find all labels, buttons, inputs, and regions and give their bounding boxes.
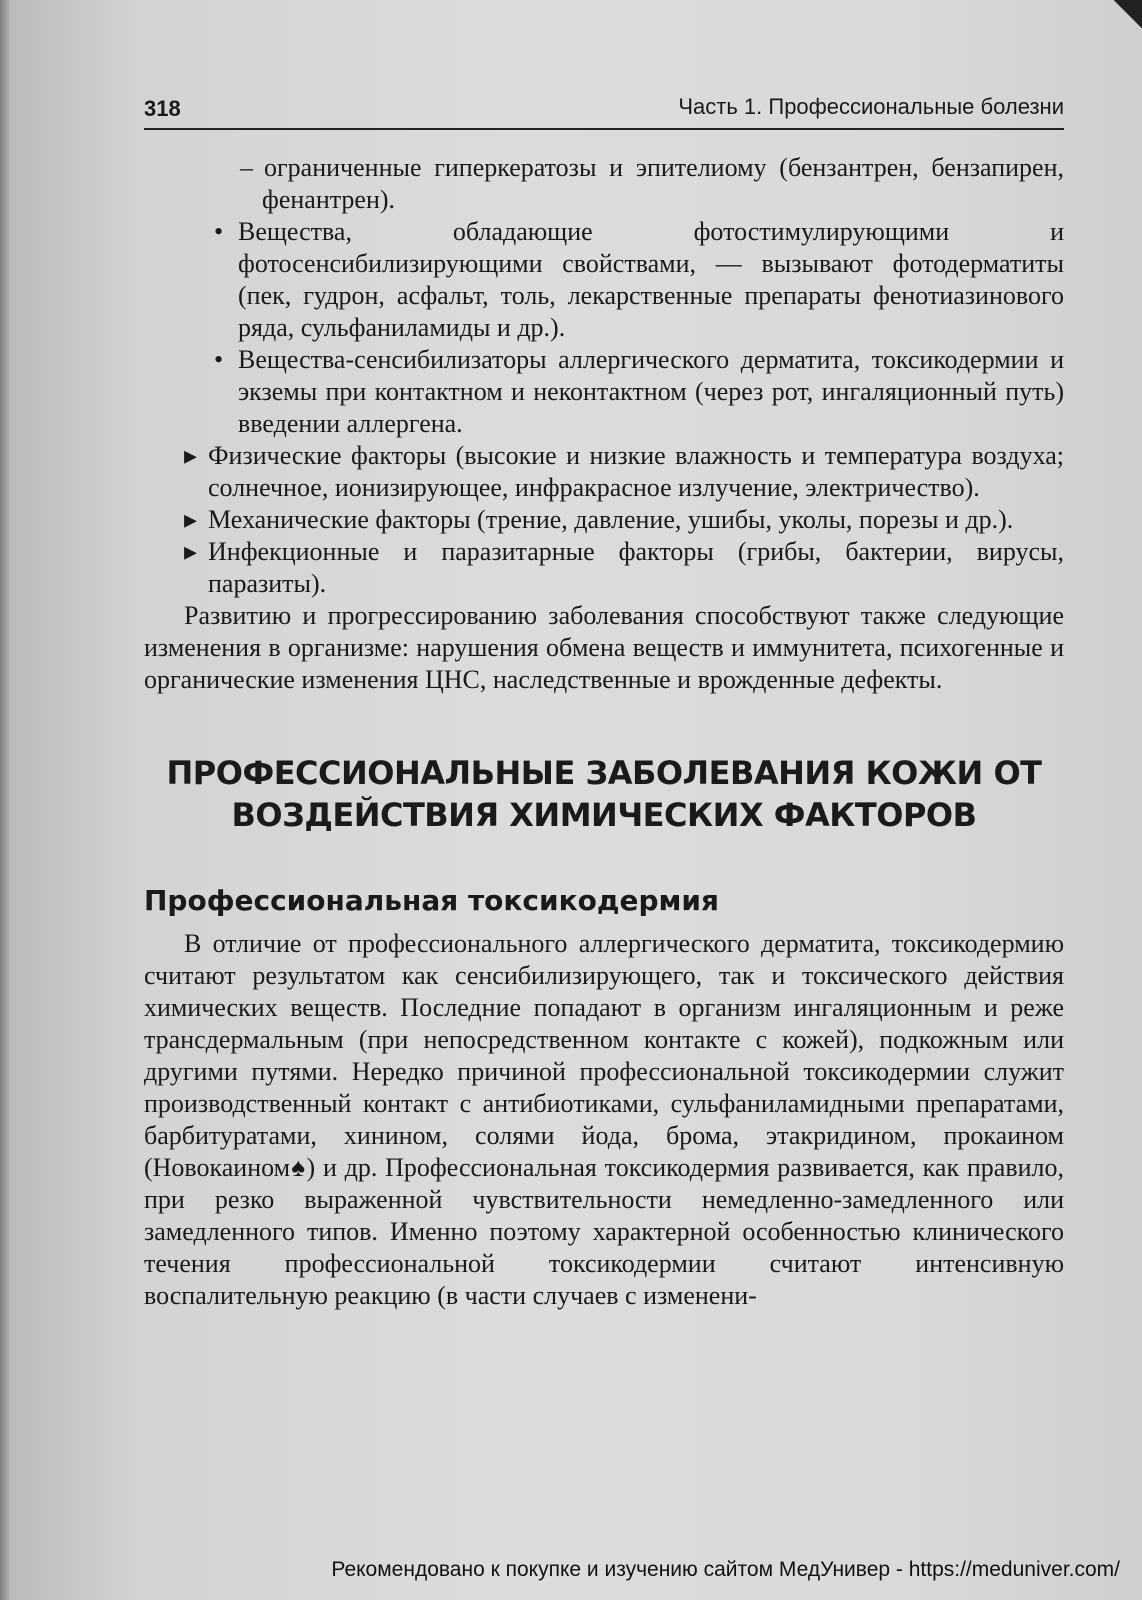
triangle-item-text: Физические факторы (высокие и низкие влажность и температура воздуха; солнечное, ионизирующее, инфракрасное излучение, электричество). <box>208 441 1064 502</box>
list-item-triangle <box>184 504 1064 536</box>
triangle-item-text: Инфекционные и паразитарные факторы (грибы, бактерии, вирусы, паразиты). <box>208 537 1064 598</box>
list-item-bullet <box>214 216 1064 344</box>
bullet-marker: • <box>214 217 224 246</box>
bullet-item-text: Вещества-сенсибилизаторы аллергического дерматита, токсикодермии и экземы при контактном и неконтактном (через рот, ингаляционный путь) введении аллергена. <box>238 345 1064 438</box>
page-number: 318 <box>144 96 181 121</box>
running-title: Часть 1. Профессиональные болезни <box>678 94 1064 119</box>
paragraph: Развитию и прогрессированию заболевания способствуют также следующие изменения в организме: нарушения обмена веществ и иммунитета, психогенные и органические изменения ЦНС, наследственные и врожденные дефекты. <box>144 601 1064 694</box>
corner-mark <box>1102 0 1142 40</box>
dash-item-text: ограниченные гиперкератозы и эпителиому (бензантрен, бензапирен, фенантрен). <box>262 153 1064 214</box>
section-heading: Профессиональная токсикодермия <box>144 884 720 917</box>
list-item-bullet <box>214 344 1064 440</box>
dash-marker: – <box>240 153 253 182</box>
triangle-marker: ▸ <box>184 537 198 566</box>
triangle-item-text: Механические факторы (трение, давление, ушибы, уколы, порезы и др.). <box>208 505 1014 534</box>
bullet-marker: • <box>214 345 224 374</box>
header-rule <box>144 128 1064 130</box>
page-edge-shadow <box>0 0 10 1600</box>
footer-watermark: Рекомендовано к покупке и изучению сайтом МедУнивер - https://meduniver.com/ <box>331 1558 1120 1581</box>
paragraph: В отличие от профессионального аллергического дерматита, токсикодермию считают результатом как сенсибилизирующего, так и токсического действия химических веществ. Последние попадают в организм ингаляционным и реже трансдермальным (при непосредственном контакте с кожей), подкожным или другими путями. Нередко причиной профессиональной токсикодермии служит производственный контакт с антибиотиками, сульфаниламидными препаратами, барбитуратами, хинином, солями йода, брома, этакридином, прокаином (Новокаином♠) и др. Профессиональная токсикодермия развивается, как правило, при резко выраженной чувствительности немедленно-замедленного или замедленного типов. Именно поэтому характерной особенностью клинического течения профессиональной токсикодермии считают интенсивную воспалительную реакцию (в части случаев с изменени- <box>144 929 1064 1310</box>
chapter-heading <box>144 752 1064 836</box>
page-header <box>144 90 1064 140</box>
triangle-marker: ▸ <box>184 441 198 470</box>
page-body <box>144 152 1064 1312</box>
list-item-triangle <box>184 536 1064 600</box>
list-item-dash <box>240 152 1064 216</box>
list-item-triangle <box>184 440 1064 504</box>
bullet-item-text: Вещества, обладающие фотостимулирующими и фотосенсибилизирующими свойствами, — вызывают фотодерматиты (пек, гудрон, асфальт, толь, лекарственные препараты фенотиазинового ряда, сульфаниламиды и др.). <box>238 217 1064 342</box>
triangle-marker: ▸ <box>184 505 198 534</box>
chapter-heading-line: ВОЗДЕЙСТВИЯ ХИМИЧЕСКИХ ФАКТОРОВ <box>231 796 977 834</box>
chapter-heading-line: ПРОФЕССИОНАЛЬНЫЕ ЗАБОЛЕВАНИЯ КОЖИ ОТ <box>166 754 1042 792</box>
